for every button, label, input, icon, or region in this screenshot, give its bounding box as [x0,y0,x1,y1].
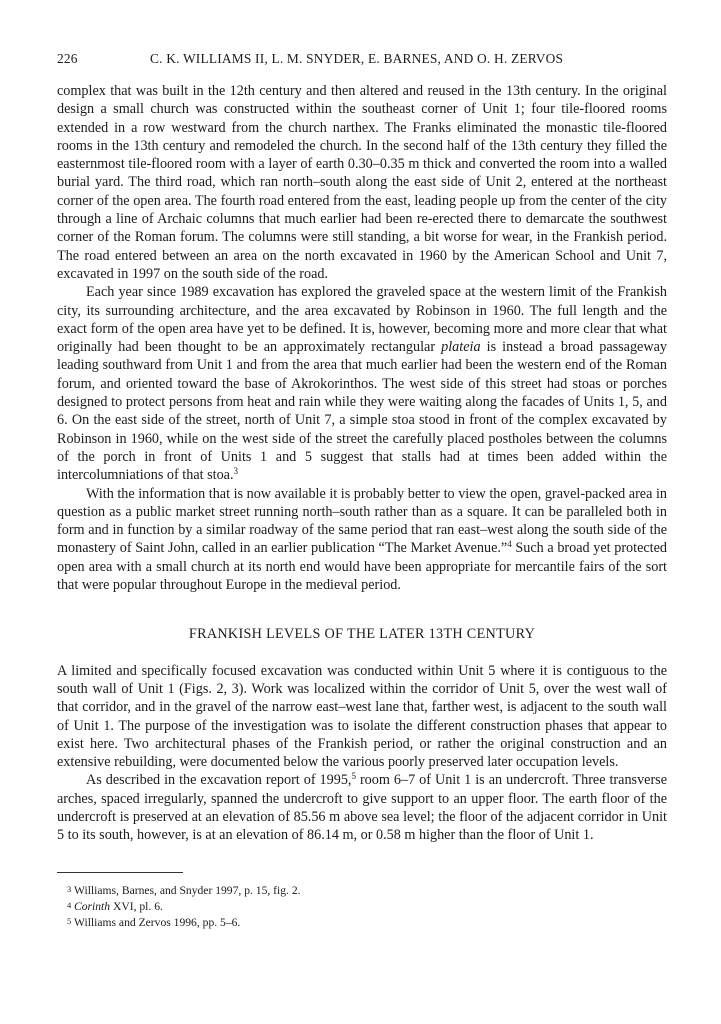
footnote-text: XVI, pl. 6. [110,899,163,913]
footnote-ref-3[interactable]: 3 [233,466,239,477]
paragraph-plateia [57,283,667,484]
paragraph-text: Such a broad yet protected open area with a small church at its north end would have been appropriate for mercantile fairs of the sort that were popular throughout Europe in the medieval period. [57,540,668,594]
footnote-ref-4[interactable]: 4 [507,539,512,550]
paragraph-text: With the information that is now available it is probably better to view the open, gravel-packed area in question as a public market street running north–south rather than as a square. It can be paralleled both in form and in function by a similar roadway of the same period that ran east–west along the south side of the monastery of Saint John, called in an earlier publication “The Market Avenue.” [57,485,667,557]
section-heading: FRANKISH LEVELS OF THE LATER 13TH CENTURY [188,626,536,643]
paragraph-text: Each year since 1989 excavation has explored the graveled space at the western limit of the Frankish city, its surrounding architecture, and the area excavated by Robinson in 1960. The full length and the exact form of the open area have yet to be defined. It is, however, becoming more and more clear that what originally had been thought to be an approximately rectangular [57,284,667,356]
footnote-5 [57,915,667,931]
term-plateia: plateia [441,339,481,356]
paragraph-undercroft [57,771,667,844]
paragraph-continued: complex that was built in the 12th century and then altered and reused in the 13th century. In the original design a small church was constructed within the southeast corner of Unit 1; four tile-floored rooms extended in a row westward from the church narthex. The Franks eliminated the monastic tile-floored rooms in the 13th century and remodeled the church. In the second half of the 13th century they filled the easternmost tile-floored room with a layer of earth 0.30–0.35 m thick and converted the room into a walled burial yard. The third road, which ran north–south along the east side of Unit 2, entered at the northeast corner of the open area. The fourth road entered from the east, leading people up from the center of the city through a line of Archaic columns that much earlier had been re-erected there to demarcate the southwest corner of the Roman forum. The columns were still standing, a bit worse for wear, in the Frankish period. The road entered between an area on the north excavated in 1960 by the American School and Unit 7, excavated in 1997 on the south side of the road. [57,83,667,282]
footnote-ref-5[interactable]: 5 [351,771,356,782]
paragraph-text: is instead a broad passageway leading southward from Unit 1 and from the area that much earlier had been the western end of the Roman forum, and oriented toward the base of Akrokorinthos. The west side of this street had stoas or porches designed to protect persons from heat and rain while they were waiting along the facades of Units 1, 5, and 6. On the east side of the street, north of Unit 7, a simple stoa stood in front of the complex excavated by Robinson in 1960, while on the west side of the street the carefully placed postholes between the columns of the porch in front of Units 1 and 5 suggest that stalls had at times been added within the intercolumniations of that stoa. [57,339,667,484]
page-number: 226 [57,51,78,66]
running-header [57,50,667,70]
footnote-4 [57,899,667,915]
footnote-number: 5 [67,915,72,926]
footnote-3 [57,883,667,899]
footnote-number: 4 [67,899,72,910]
paragraph-text: As described in the excavation report of 1995, [86,772,352,789]
paragraph-excavation: A limited and specifically focused excavation was conducted within Unit 5 where it is contiguous to the south wall of Unit 1 (Figs. 2, 3). Work was localized within the corridor of Unit 5, over the west wall of that corridor, and in the gravel of the narrow east–west lane that, farther west, is adjacent to the south wall of Unit 1. The purpose of the investigation was to isolate the different construction phases that appear to exist here. Two architectural phases of the Frankish period, or rather the original construction and an extensive rebuilding, were documented below the various poorly preserved later occupation levels. [57,662,667,771]
page [57,50,667,931]
footnote-text: Williams, Barnes, and Snyder 1997, p. 15, fig. 2. [74,883,301,897]
footnote-number: 3 [67,883,72,894]
paragraph-market-street [57,485,667,595]
footnote-title: Corinth [74,899,111,913]
paragraph-text: room 6–7 of Unit 1 is an undercroft. Three transverse arches, spaced irregularly, spanned the undercroft to give support to an upper floor. The earth floor of the undercroft is preserved at an elevation of 85.56 m above sea level; the floor of the adjacent corridor in Unit 5 to its south, however, is at an elevation of 86.14 m, or 0.58 m higher than the floor of Unit 1. [57,772,668,844]
running-title: C. K. WILLIAMS II, L. M. SNYDER, E. BARNES, AND O. H. ZERVOS [150,51,564,66]
footnote-divider [57,872,183,873]
footnote-text: Williams and Zervos 1996, pp. 5–6. [74,915,241,929]
